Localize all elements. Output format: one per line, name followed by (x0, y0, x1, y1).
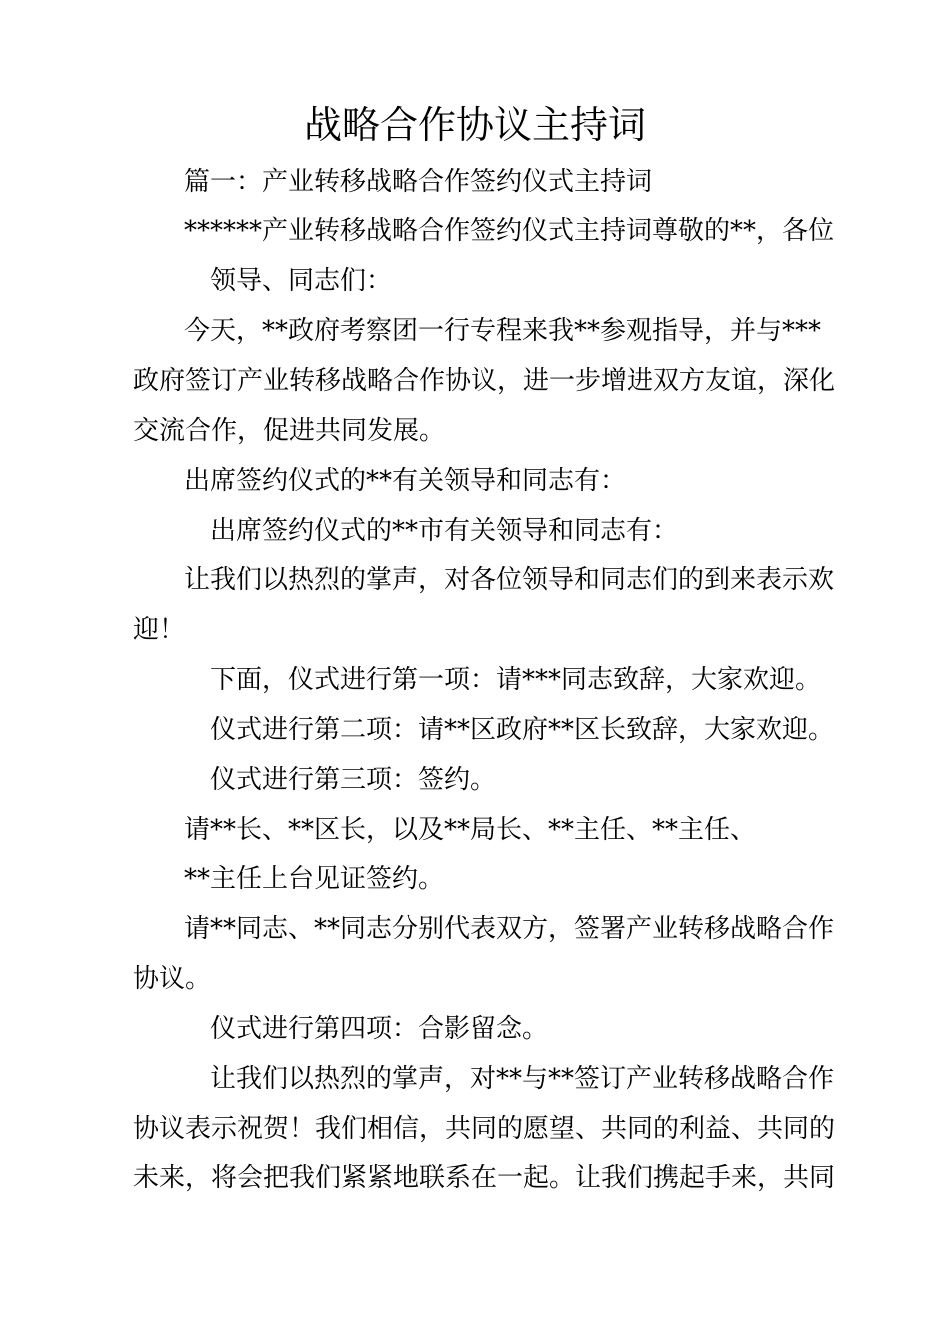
document-title: 战略合作协议主持词 (303, 103, 646, 147)
paragraph-line: 下面，仪式进行第一项：请***同志致辞，大家欢迎。 (210, 665, 822, 695)
section-heading: 篇一：产业转移战略合作签约仪式主持词 (184, 167, 653, 197)
paragraph-line: 协议。 (133, 964, 212, 994)
paragraph-line: 仪式进行第四项：合影留念。 (210, 1014, 549, 1044)
paragraph-line: 协议表示祝贺！我们相信，共同的愿望、共同的利益、共同的 (133, 1114, 836, 1144)
paragraph-line: 领导、同志们： (210, 266, 393, 296)
paragraph-line: 交流合作，促进共同发展。 (133, 416, 446, 446)
paragraph-line: 出席签约仪式的**有关领导和同志有： (184, 466, 627, 496)
paragraph-line: 仪式进行第三项：签约。 (210, 765, 497, 795)
paragraph-line: 让我们以热烈的掌声，对各位领导和同志们的到来表示欢 (184, 565, 835, 595)
paragraph-line: 让我们以热烈的掌声，对**与**签订产业转移战略合作 (210, 1064, 835, 1094)
paragraph-line: 出席签约仪式的**市有关领导和同志有： (210, 516, 679, 546)
paragraph-line: ******产业转移战略合作签约仪式主持词尊敬的**，各位 (184, 216, 835, 246)
paragraph-line: 请**长、**区长，以及**局长、**主任、**主任、 (184, 815, 757, 845)
paragraph-line: 迎！ (133, 615, 186, 645)
paragraph-line: 未来，将会把我们紧紧地联系在一起。让我们携起手来，共同 (133, 1163, 836, 1193)
paragraph-line: 请**同志、**同志分别代表双方，签署产业转移战略合作 (184, 914, 835, 944)
paragraph-line: 仪式进行第二项：请**区政府**区长致辞，大家欢迎。 (210, 715, 835, 745)
paragraph-line: 今天，**政府考察团一行专程来我**参观指导，并与*** (184, 316, 822, 346)
paragraph-line: 政府签订产业转移战略合作协议，进一步增进双方友谊，深化 (133, 366, 836, 396)
paragraph-line: **主任上台见证签约。 (184, 864, 445, 894)
